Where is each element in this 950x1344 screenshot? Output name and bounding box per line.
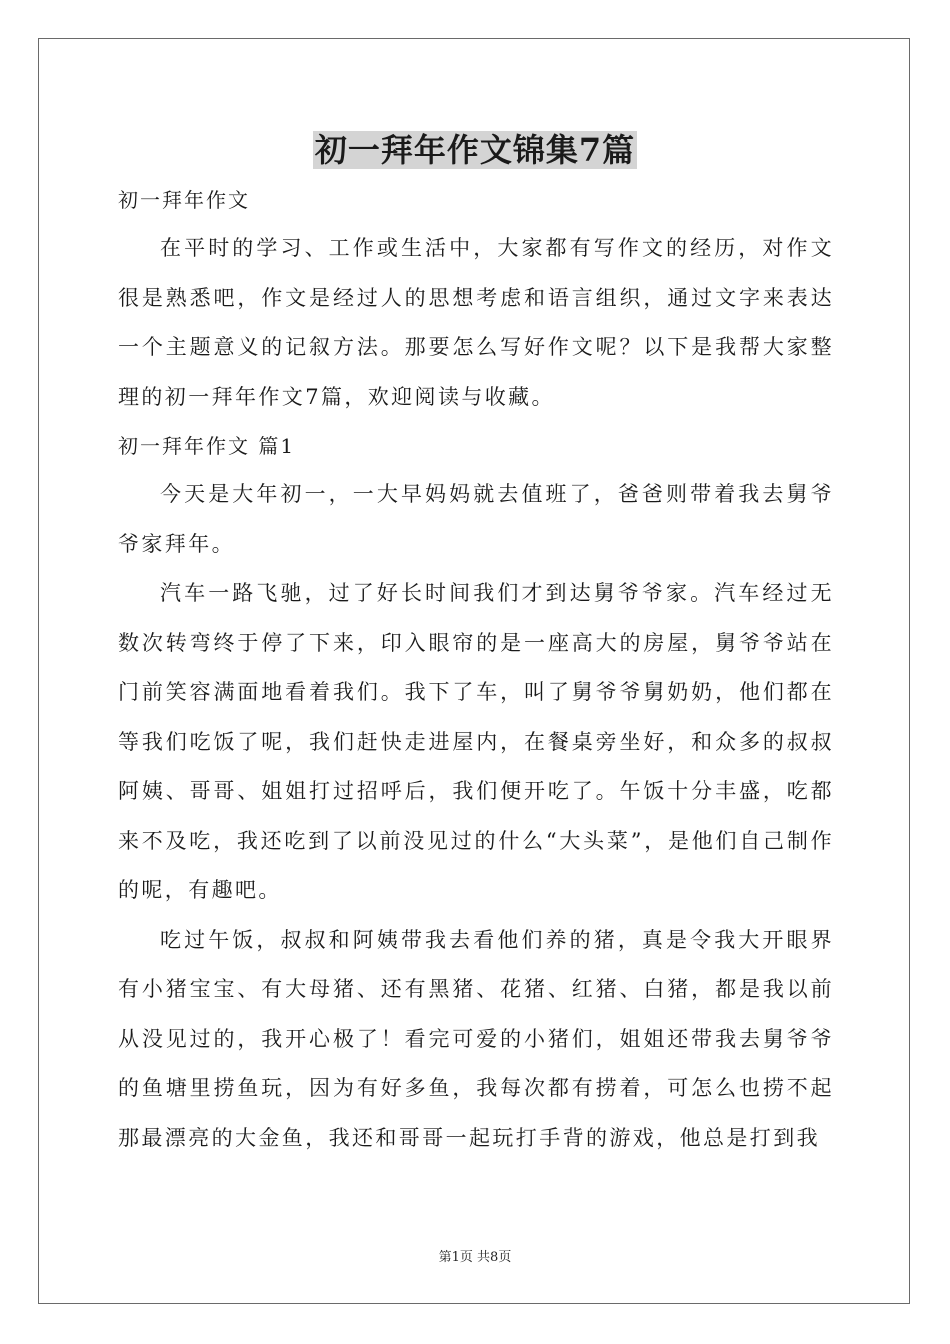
section-heading-1: 初一拜年作文 篇1 [118,434,296,458]
body-paragraph: 汽车一路飞驰，过了好长时间我们才到达舅爷爷家。汽车经过无数次转弯终于停了下来，印入眼帘的是一座高大的房屋，舅爷爷站在门前笑容满面地看着我们。我下了车，叫了舅爷爷舅奶奶，他们都在等我们吃饭了呢，我们赶快走进屋内，在餐桌旁坐好，和众多的叔叔阿姨、哥哥、姐姐打过招呼后，我们便开吃了。午饭十分丰盛，吃都来不及吃，我还吃到了以前没见过的什么“大头菜”，是他们自己制作的呢，有趣吧。 [118,581,834,902]
body-paragraph: 吃过午饭，叔叔和阿姨带我去看他们养的猪，真是令我大开眼界有小猪宝宝、有大母猪、还有黑猪、花猪、红猪、白猪，都是我以前从没见过的，我开心极了！看完可爱的小猪们，姐姐还带我去舅爷爷的鱼塘里捞鱼玩，因为有好多鱼，我每次都有捞着，可怎么也捞不起那最漂亮的大金鱼，我还和哥哥一起玩打手背的游戏，他总是打到我 [118,927,834,1150]
document-title [0,126,950,174]
intro-paragraph: 在平时的学习、工作或生活中，大家都有写作文的经历，对作文很是熟悉吧，作文是经过人的思想考虑和语言组织，通过文字来表达一个主题意义的记叙方法。那要怎么写好作文呢？以下是我帮大家整理的初一拜年作文7篇，欢迎阅读与收藏。 [118,236,834,409]
document-body [118,176,834,1163]
document-title-text: 初一拜年作文锦集7篇 [314,131,636,169]
page-footer: 第1页 共8页 [438,1250,512,1265]
body-paragraph: 今天是大年初一，一大早妈妈就去值班了，爸爸则带着我去舅爷爷家拜年。 [118,482,834,556]
intro-heading: 初一拜年作文 [118,188,250,212]
